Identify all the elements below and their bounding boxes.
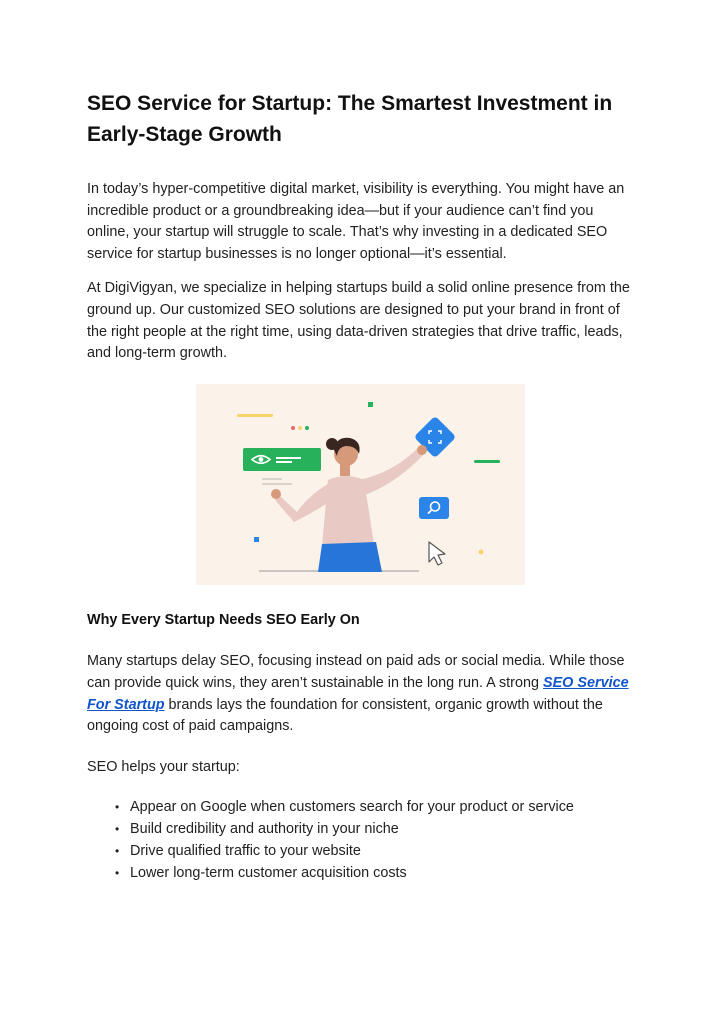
list-item [87, 863, 635, 885]
list-item-text: Appear on Google when customers search for your product or service [130, 799, 574, 816]
list-item [87, 841, 635, 863]
green-bar [474, 460, 500, 463]
intro-paragraph: In today’s hyper-competitive digital market, visibility is everything. You might have an incredible product or a groundbreaking idea—but if your audience can’t find you online, your startup will struggle to scale. That’s why investing in a dedicated SEO service for startup businesses is no longer optional—it’s essential. [87, 181, 625, 262]
list-item [87, 797, 635, 819]
card-line-2 [276, 461, 292, 463]
seo-service-link[interactable]: SEO Service For Startup [87, 674, 629, 713]
grey-line-2 [262, 483, 292, 485]
list-item-text: Drive qualified traffic to your website [130, 842, 361, 859]
green-small-dot [305, 426, 309, 430]
helps-intro: SEO helps your startup: [87, 758, 240, 775]
search-card [419, 497, 449, 519]
red-dot [291, 426, 295, 430]
section-text-after-link: brands lays the foundation for consistent, organic growth without the ongoing cost of paid campaigns. [87, 696, 603, 735]
list-item-text: Lower long-term customer acquisition costs [130, 864, 407, 881]
list-item-text: Build credibility and authority in your niche [130, 821, 399, 838]
blue-dot [254, 537, 259, 542]
bullet-marker: • [115, 800, 120, 815]
section-paragraph [87, 651, 635, 737]
benefits-list [87, 797, 635, 884]
yellow-bar [237, 414, 273, 417]
yellow-dot [298, 426, 302, 430]
eye-card [243, 448, 321, 471]
yellow-round-dot [479, 549, 484, 554]
card-line-1 [276, 457, 301, 459]
bullet-marker: • [115, 843, 120, 858]
section-heading: Why Every Startup Needs SEO Early On [87, 611, 360, 628]
list-item [87, 819, 635, 841]
document-page [87, 88, 635, 885]
section-text-before-link: Many startups delay SEO, focusing instead on paid ads or social media. While those can provide quick wins, they aren’t sustainable in the long run. A strong [87, 653, 625, 691]
grey-line-1 [262, 478, 282, 480]
bullet-marker: • [115, 865, 120, 880]
green-dot [368, 402, 373, 407]
article-title: SEO Service for Startup: The Smartest Investment in Early-Stage Growth [87, 92, 613, 146]
seo-illustration [196, 384, 525, 585]
bullet-marker: • [115, 822, 120, 837]
company-paragraph: At DigiVigyan, we specialize in helping startups build a solid online presence from the ground up. Our customized SEO solutions are designed to put your brand in front of the right people at the right time, using data-driven strategies that drive traffic, leads, and long-term growth. [87, 280, 630, 362]
